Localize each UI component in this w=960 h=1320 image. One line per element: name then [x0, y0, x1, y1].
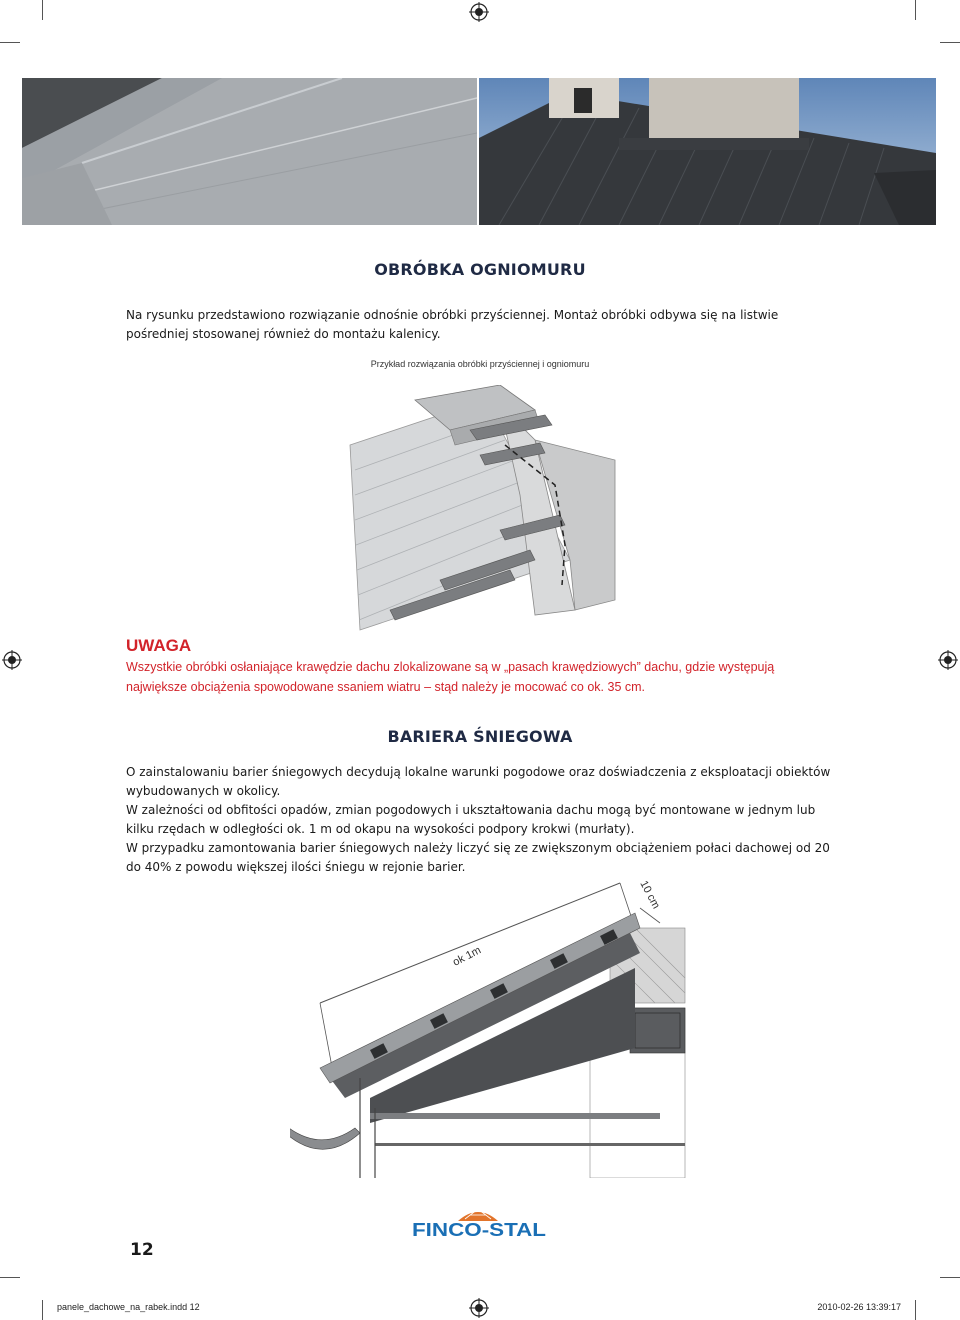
- footer-timestamp: 2010-02-26 13:39:17: [817, 1302, 901, 1312]
- roof-photo-left: [22, 78, 477, 225]
- section-title-snow-barrier: BARIERA ŚNIEGOWA: [387, 727, 573, 746]
- crop-mark: [0, 1277, 20, 1278]
- crop-mark: [915, 0, 916, 20]
- wall-flashing-diagram: [330, 385, 630, 640]
- crop-mark: [42, 1300, 43, 1320]
- registration-mark-icon: [2, 650, 22, 670]
- dimension-label-1m: ok 1m: [450, 944, 484, 969]
- crop-mark: [915, 1300, 916, 1320]
- crop-mark: [940, 42, 960, 43]
- registration-mark-icon: [938, 650, 958, 670]
- finco-stal-logo: [410, 1205, 550, 1241]
- footer-filename: panele_dachowe_na_rabek.indd 12: [57, 1302, 200, 1312]
- snow-barrier-paragraph-1: O zainstalowaniu barier śniegowych decydują lokalne warunki pogodowe oraz doświadczenia z eksploatacji obiektów wybudowanych w okolicy.: [126, 765, 831, 798]
- warning-text: Wszystkie obróbki osłaniające krawędzie dachu zlokalizowane są w „pasach krawędziowych” dachu, gdzie występują największe obciążenia spowodowane ssaniem wiatru – stąd należy je mocować co ok. 35 cm.: [126, 660, 775, 694]
- section-title-fire-wall: OBRÓBKA OGNIOMURU: [374, 260, 586, 279]
- dimension-label-10cm: 10 cm: [637, 878, 663, 911]
- registration-mark-icon: [469, 2, 489, 22]
- logo-text: FINCO-STAL: [412, 1220, 546, 1240]
- crop-mark: [940, 1277, 960, 1278]
- warning-title: UWAGA: [126, 636, 192, 655]
- snow-barrier-diagram: [290, 878, 690, 1178]
- section-fire-wall-text: Na rysunku przedstawiono rozwiązanie odnośnie obróbki przyściennej. Montaż obróbki odbywa się na listwie pośredniej stosowanej również do montażu kalenicy.: [126, 308, 779, 341]
- crop-mark: [42, 0, 43, 20]
- crop-mark: [0, 42, 20, 43]
- roof-photo-right: [479, 78, 936, 225]
- snow-barrier-paragraph-3: W przypadku zamontowania barier śniegowych należy liczyć się ze zwiększonym obciążeniem połaci dachowej od 20 do 40% z powodu większej ilości śniegu w rejonie barier.: [126, 841, 830, 874]
- figure-caption: Przykład rozwiązania obróbki przyściennej i ogniomuru: [370, 359, 590, 369]
- registration-mark-icon: [469, 1298, 489, 1318]
- page-number: 12: [130, 1240, 154, 1260]
- snow-barrier-paragraph-2: W zależności od obfitości opadów, zmian pogodowych i ukształtowania dachu mogą być montowane w jednym lub kilku rzędach w odległości ok. 1 m od okapu na wysokości podpory krokwi (murłaty).: [126, 803, 816, 836]
